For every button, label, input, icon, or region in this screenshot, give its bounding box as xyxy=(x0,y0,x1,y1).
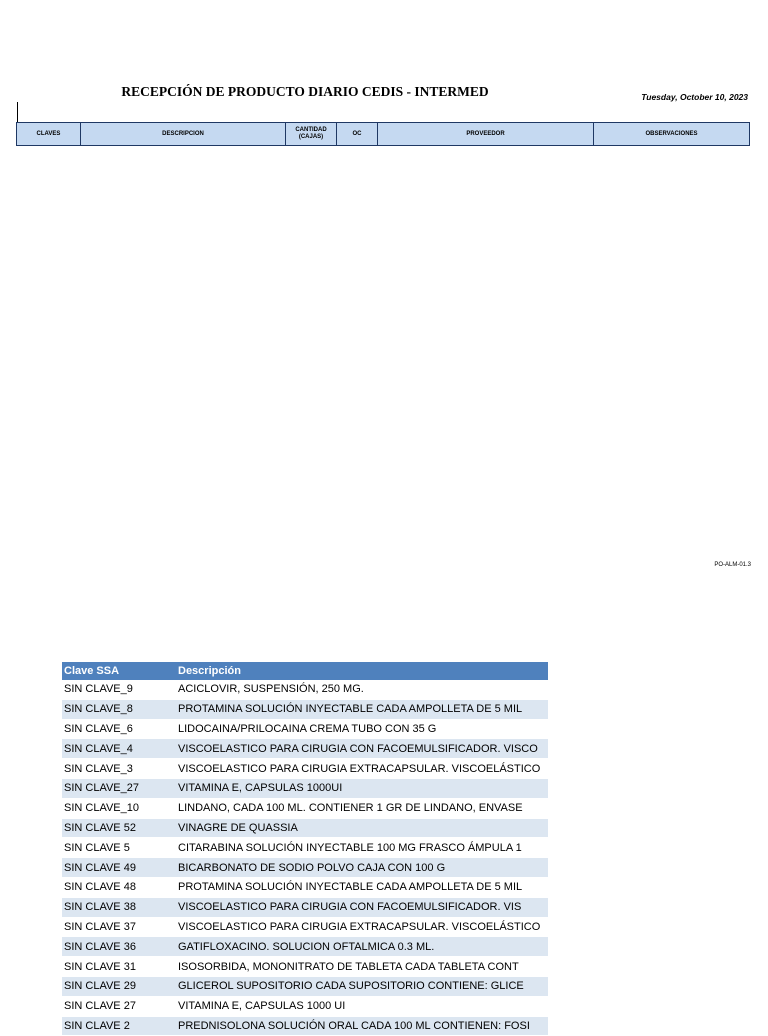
report-date: Tuesday, October 10, 2023 xyxy=(641,92,748,102)
clave-cell: SIN CLAVE_8 xyxy=(62,699,176,719)
clave-cell: SIN CLAVE 29 xyxy=(62,976,176,996)
page-title: RECEPCIÓN DE PRODUCTO DIARIO CEDIS - INTERMED xyxy=(121,84,489,99)
descripcion-cell: VINAGRE DE QUASSIA xyxy=(176,818,548,838)
clave-cell: SIN CLAVE 27 xyxy=(62,996,176,1016)
descripcion-cell: GLICEROL SUPOSITORIO CADA SUPOSITORIO CONTIENE: GLICE xyxy=(176,976,548,996)
column-header-descripcion: Descripción xyxy=(176,662,548,680)
table-row xyxy=(62,739,548,759)
clave-cell: SIN CLAVE 49 xyxy=(62,858,176,878)
border-line xyxy=(17,102,18,122)
descripcion-cell: VITAMINA E, CAPSULAS 1000UI xyxy=(176,778,548,798)
descripcion-cell: PROTAMINA SOLUCIÓN INYECTABLE CADA AMPOLLETA DE 5 MIL xyxy=(176,877,548,897)
column-header-clave-ssa: Clave SSA xyxy=(62,662,176,680)
table-row xyxy=(62,957,548,977)
table-row xyxy=(62,719,548,739)
clave-cell: SIN CLAVE_10 xyxy=(62,798,176,818)
table-row xyxy=(62,818,548,838)
descripcion-cell: ACICLOVIR, SUSPENSIÓN, 250 MG. xyxy=(176,680,548,699)
column-header-claves: CLAVES xyxy=(17,123,81,146)
clave-cell: SIN CLAVE 48 xyxy=(62,877,176,897)
product-reference-table xyxy=(62,662,548,1036)
column-header-cantidad: CANTIDAD (CAJAS) xyxy=(286,123,337,146)
clave-cell: SIN CLAVE 38 xyxy=(62,897,176,917)
clave-cell: SIN CLAVE_9 xyxy=(62,680,176,699)
table-row xyxy=(62,1016,548,1036)
table-row xyxy=(62,778,548,798)
clave-cell: SIN CLAVE_27 xyxy=(62,778,176,798)
descripcion-cell: VITAMINA E, CAPSULAS 1000 UI xyxy=(176,996,548,1016)
reception-table xyxy=(16,122,750,146)
table-row xyxy=(62,680,548,699)
column-header-observaciones: OBSERVACIONES xyxy=(594,123,750,146)
table-row xyxy=(62,917,548,937)
table-row xyxy=(62,858,548,878)
clave-cell: SIN CLAVE 2 xyxy=(62,1016,176,1036)
descripcion-cell: LINDANO, CADA 100 ML. CONTIENER 1 GR DE LINDANO, ENVASE xyxy=(176,798,548,818)
descripcion-cell: PREDNISOLONA SOLUCIÓN ORAL CADA 100 ML CONTIENEN: FOSI xyxy=(176,1016,548,1036)
table-row xyxy=(62,699,548,719)
reception-table-header-row xyxy=(17,123,750,146)
table-row xyxy=(62,877,548,897)
table-row xyxy=(62,996,548,1016)
table-row xyxy=(62,759,548,779)
table-row xyxy=(62,937,548,957)
clave-cell: SIN CLAVE 52 xyxy=(62,818,176,838)
descripcion-cell: CITARABINA SOLUCIÓN INYECTABLE 100 MG FRASCO ÁMPULA 1 xyxy=(176,838,548,858)
descripcion-cell: VISCOELASTICO PARA CIRUGIA EXTRACAPSULAR. VISCOELÁSTICO xyxy=(176,759,548,779)
descripcion-cell: LIDOCAINA/PRILOCAINA CREMA TUBO CON 35 G xyxy=(176,719,548,739)
table-row xyxy=(62,976,548,996)
descripcion-cell: ISOSORBIDA, MONONITRATO DE TABLETA CADA TABLETA CONT xyxy=(176,957,548,977)
descripcion-cell: PROTAMINA SOLUCIÓN INYECTABLE CADA AMPOLLETA DE 5 MIL xyxy=(176,699,548,719)
form-code: PO-ALM-01.3 xyxy=(714,562,751,568)
table-row xyxy=(62,798,548,818)
descripcion-cell: VISCOELASTICO PARA CIRUGIA CON FACOEMULSIFICADOR. VIS xyxy=(176,897,548,917)
clave-cell: SIN CLAVE 37 xyxy=(62,917,176,937)
descripcion-cell: GATIFLOXACINO. SOLUCION OFTALMICA 0.3 ML. xyxy=(176,937,548,957)
reference-table-header-row xyxy=(62,662,548,680)
descripcion-cell: VISCOELASTICO PARA CIRUGIA CON FACOEMULSIFICADOR. VISCO xyxy=(176,739,548,759)
descripcion-cell: BICARBONATO DE SODIO POLVO CAJA CON 100 G xyxy=(176,858,548,878)
clave-cell: SIN CLAVE_4 xyxy=(62,739,176,759)
clave-cell: SIN CLAVE_6 xyxy=(62,719,176,739)
reference-table-body xyxy=(62,680,548,1036)
clave-cell: SIN CLAVE 5 xyxy=(62,838,176,858)
clave-cell: SIN CLAVE 36 xyxy=(62,937,176,957)
clave-cell: SIN CLAVE_3 xyxy=(62,759,176,779)
table-row xyxy=(62,897,548,917)
column-header-oc: OC xyxy=(337,123,378,146)
clave-cell: SIN CLAVE 31 xyxy=(62,957,176,977)
table-row xyxy=(62,838,548,858)
column-header-proveedor: PROVEEDOR xyxy=(378,123,594,146)
column-header-descripcion: DESCRIPCION xyxy=(81,123,286,146)
descripcion-cell: VISCOELASTICO PARA CIRUGIA EXTRACAPSULAR. VISCOELÁSTICO xyxy=(176,917,548,937)
